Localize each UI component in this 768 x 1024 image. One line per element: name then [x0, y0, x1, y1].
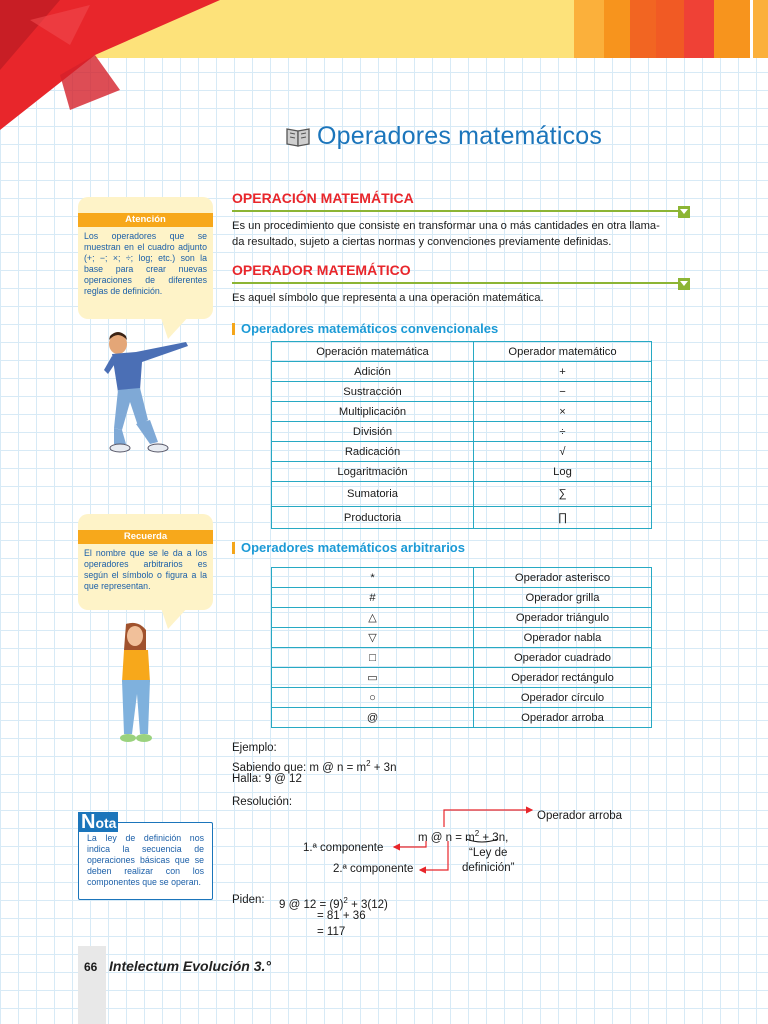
header-stripe	[684, 0, 714, 58]
table-row: Radicación √	[272, 442, 652, 462]
book-title: Intelectum Evolución 3.°	[109, 958, 271, 974]
page-title-group	[285, 122, 602, 151]
attention-title: Atención	[78, 213, 213, 227]
header-red-art	[0, 0, 220, 130]
reminder-box	[78, 514, 213, 610]
operador-definition: Es aquel símbolo que representa a una operación matemática.	[232, 292, 544, 304]
table-row: Sumatoria ∑	[272, 482, 652, 507]
second-component-label: 2.ª componente	[333, 863, 414, 875]
note-text: La ley de definición nos indica la secuencia de operaciones básicas que se deben realizar con los componentes que se operan.	[87, 833, 204, 887]
table-row: # Operador grilla	[272, 588, 652, 608]
table-row: △ Operador triángulo	[272, 608, 652, 628]
table-row: @ Operador arroba	[272, 708, 652, 728]
piden-line-3: = 117	[317, 926, 346, 938]
resolution-label: Resolución:	[232, 796, 293, 808]
example-given: Sabiendo que: m @ $n = m^2 + 3n$	[232, 759, 397, 774]
piden-line-2: = 81 + 36	[317, 910, 366, 922]
piden-label: Piden:	[232, 894, 265, 906]
boy-illustration	[98, 330, 198, 460]
girl-illustration	[112, 622, 162, 748]
operator-arroba-label: Operador arroba	[537, 810, 623, 822]
table-row: * Operador asterisco	[272, 568, 652, 588]
header-stripe	[630, 0, 656, 58]
page-number: 66	[84, 960, 98, 974]
table-row: División ÷	[272, 422, 652, 442]
header-stripe	[574, 0, 604, 58]
definition-expression: m @ $n = m^2 + 3n$,	[418, 829, 509, 844]
table-row: Adición +	[272, 362, 652, 382]
table-row: Sustracción −	[272, 382, 652, 402]
column-header: Operador matemático	[474, 342, 652, 362]
header-stripe	[714, 0, 750, 58]
header-stripe	[656, 0, 684, 58]
subheading-arbitrarios: Operadores matemáticos arbitrarios	[232, 540, 465, 555]
header-stripe	[753, 0, 768, 58]
attention-text: Los operadores que se muestran en el cuadro adjunto (+; −; ×; ÷; log; etc.) son la base para crear nuevas operaciones de diferentes reglas de definición.	[84, 231, 207, 296]
book-icon	[285, 127, 311, 147]
law-label-line2: definición”	[462, 862, 515, 874]
page-title: Operadores matemáticos	[317, 122, 603, 150]
table-row: Logaritmación Log	[272, 462, 652, 482]
table-row: ▽ Operador nabla	[272, 628, 652, 648]
speech-tail	[160, 605, 200, 631]
law-label-line1: “Ley de	[469, 847, 508, 859]
reminder-text: El nombre que se le da a los operadores arbitrarios es según el símbolo o figura a la que representan.	[84, 548, 207, 591]
piden-line-1: 9 @ $12 = (9)^2 + 3(12)$	[279, 896, 388, 911]
first-component-label: 1.ª componente	[303, 842, 384, 854]
header-stripe	[604, 0, 630, 58]
table-row: □ Operador cuadrado	[272, 648, 652, 668]
note-box	[78, 822, 213, 900]
table-row: ▭ Operador rectángulo	[272, 668, 652, 688]
reminder-title: Recuerda	[78, 530, 213, 544]
example-label: Ejemplo:	[232, 742, 277, 754]
table-row: Productoria ∏	[272, 507, 652, 529]
example-find: Halla: 9 @ 12	[232, 773, 302, 785]
table-row: ○ Operador círculo	[272, 688, 652, 708]
table-row: Multiplicación ×	[272, 402, 652, 422]
column-header: Operación matemática	[272, 342, 474, 362]
note-badge: Nota	[78, 812, 118, 832]
footer-strip	[78, 946, 106, 1024]
subheading-convencionales: Operadores matemáticos convencionales	[232, 321, 498, 336]
operacion-definition: Es un procedimiento que consiste en transformar una o más cantidades en otra llama- da resultado, sujeto a ciertas normas y convenciones previamente definidas.	[232, 220, 660, 248]
section-heading-operacion: OPERACIÓN MATEMÁTICA	[232, 190, 690, 208]
table-convencionales	[271, 341, 652, 529]
attention-box	[78, 197, 213, 319]
section-heading-operador: OPERADOR MATEMÁTICO	[232, 262, 690, 280]
table-arbitrarios	[271, 567, 652, 728]
